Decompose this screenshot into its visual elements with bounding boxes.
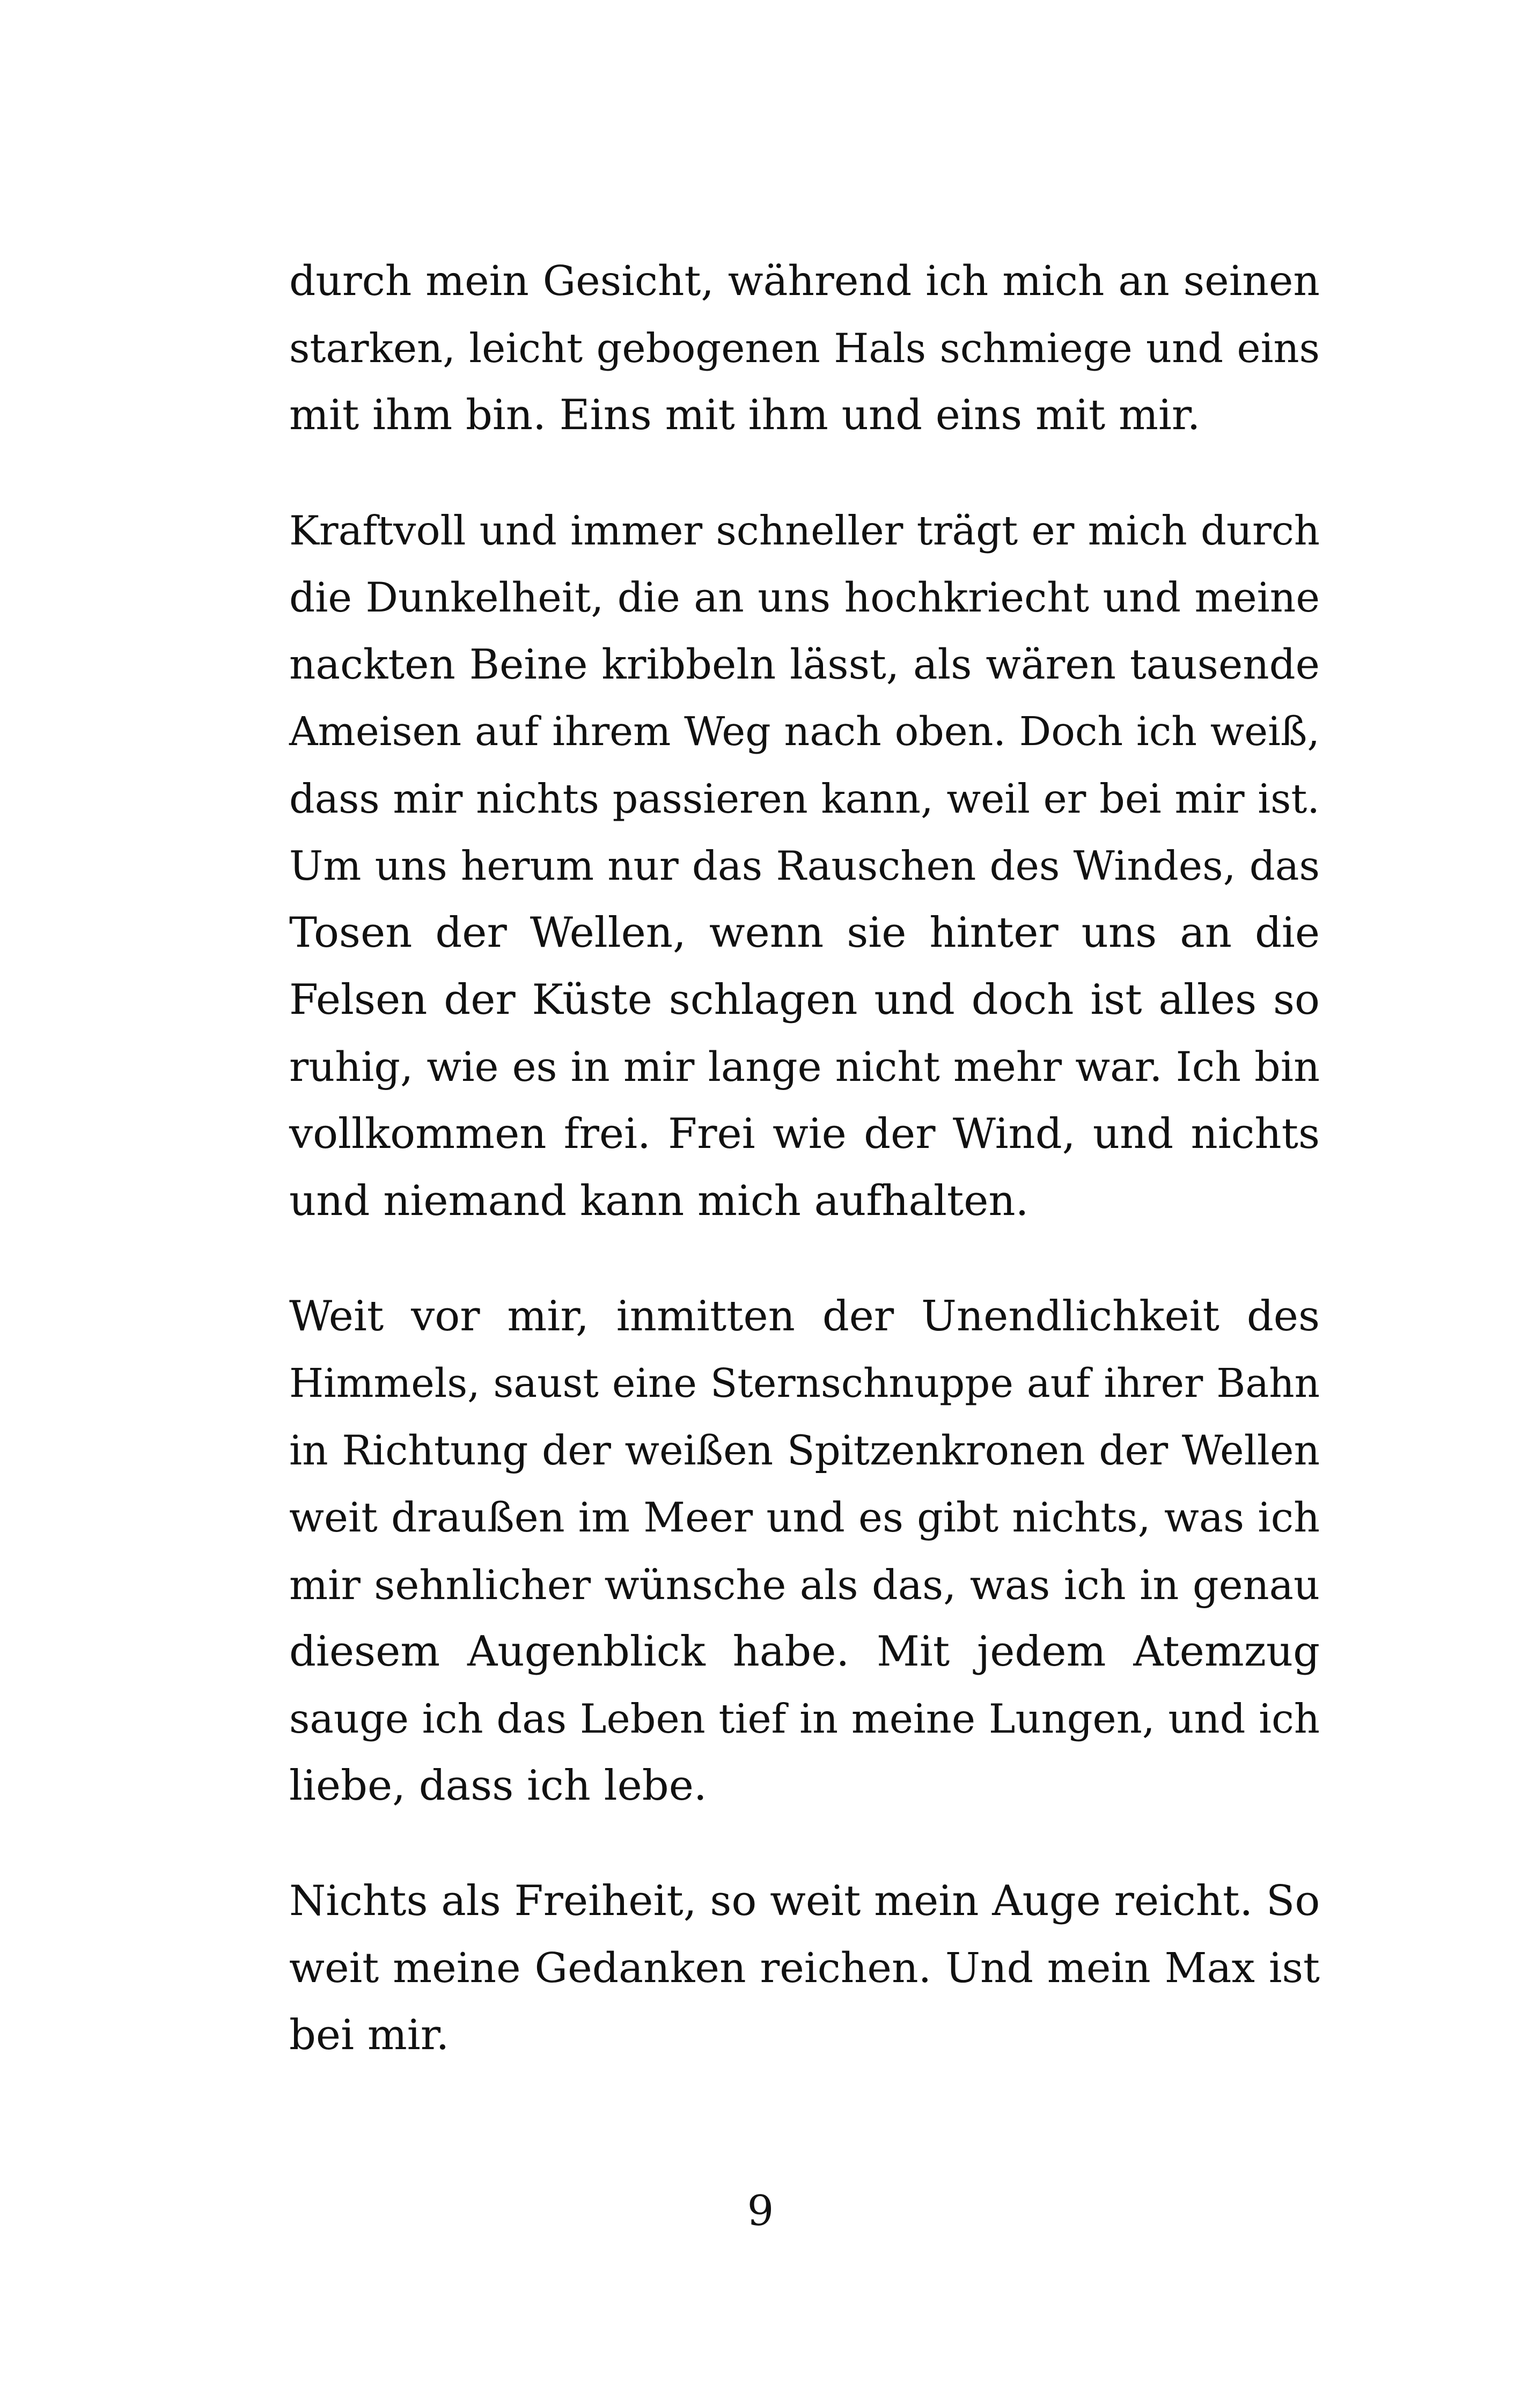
text-line: bei mir. — [289, 2011, 450, 2059]
text-line: weit draußen im Meer und es gibt nichts, was ich — [289, 1494, 1320, 1541]
paragraph-3 — [289, 1283, 1320, 1820]
text-line: Nichts als Freiheit, so weit mein Auge reicht. So — [289, 1877, 1320, 1925]
page-number: 9 — [747, 2187, 774, 2235]
text-line: Felsen der Küste schlagen und doch ist alles so — [289, 976, 1320, 1024]
text-line: die Dunkelheit, die an uns hochkriecht und meine — [289, 574, 1320, 621]
text-line: mir sehnlicher wünsche als das, was ich in genau — [289, 1561, 1320, 1609]
text-line: Tosen der Wellen, wenn sie hinter uns an die — [289, 909, 1320, 957]
text-line: diesem Augenblick habe. Mit jedem Atemzug — [289, 1628, 1320, 1676]
text-line: weit meine Gedanken reichen. Und mein Max ist — [289, 1944, 1320, 1992]
text-line: liebe, dass ich lebe. — [289, 1762, 707, 1810]
text-line: und niemand kann mich aufhalten. — [289, 1177, 1029, 1225]
text-line: vollkommen frei. Frei wie der Wind, und nichts — [289, 1110, 1320, 1158]
text-line: starken, leicht gebogenen Hals schmiege und eins — [289, 325, 1320, 372]
text-line: sauge ich das Leben tief in meine Lungen, und ich — [289, 1696, 1320, 1742]
text-line: Um uns herum nur das Rauschen des Windes, das — [289, 842, 1320, 889]
text-line: durch mein Gesicht, während ich mich an seinen — [289, 257, 1320, 305]
paragraph-4 — [289, 1868, 1320, 2069]
text-line: nackten Beine kribbeln lässt, als wären tausende — [289, 641, 1320, 689]
text-line: Ameisen auf ihrem Weg nach oben. Doch ich weiß, — [289, 709, 1320, 755]
text-line: dass mir nichts passieren kann, weil er bei mir ist. — [289, 776, 1320, 822]
paragraph-2 — [289, 497, 1320, 1235]
text-line: ruhig, wie es in mir lange nicht mehr war. Ich bin — [289, 1043, 1320, 1091]
text-line: in Richtung der weißen Spitzenkronen der Wellen — [289, 1427, 1320, 1474]
text-line: Himmels, saust eine Sternschnuppe auf ihrer Bahn — [289, 1361, 1320, 1406]
paragraph-1 — [289, 248, 1320, 449]
text-line: Kraftvoll und immer schneller trägt er mich durch — [289, 507, 1320, 554]
text-line: Weit vor mir, inmitten der Unendlichkeit des — [289, 1292, 1320, 1341]
text-line: mit ihm bin. Eins mit ihm und eins mit mir. — [289, 391, 1201, 439]
body-text — [289, 248, 1320, 2117]
